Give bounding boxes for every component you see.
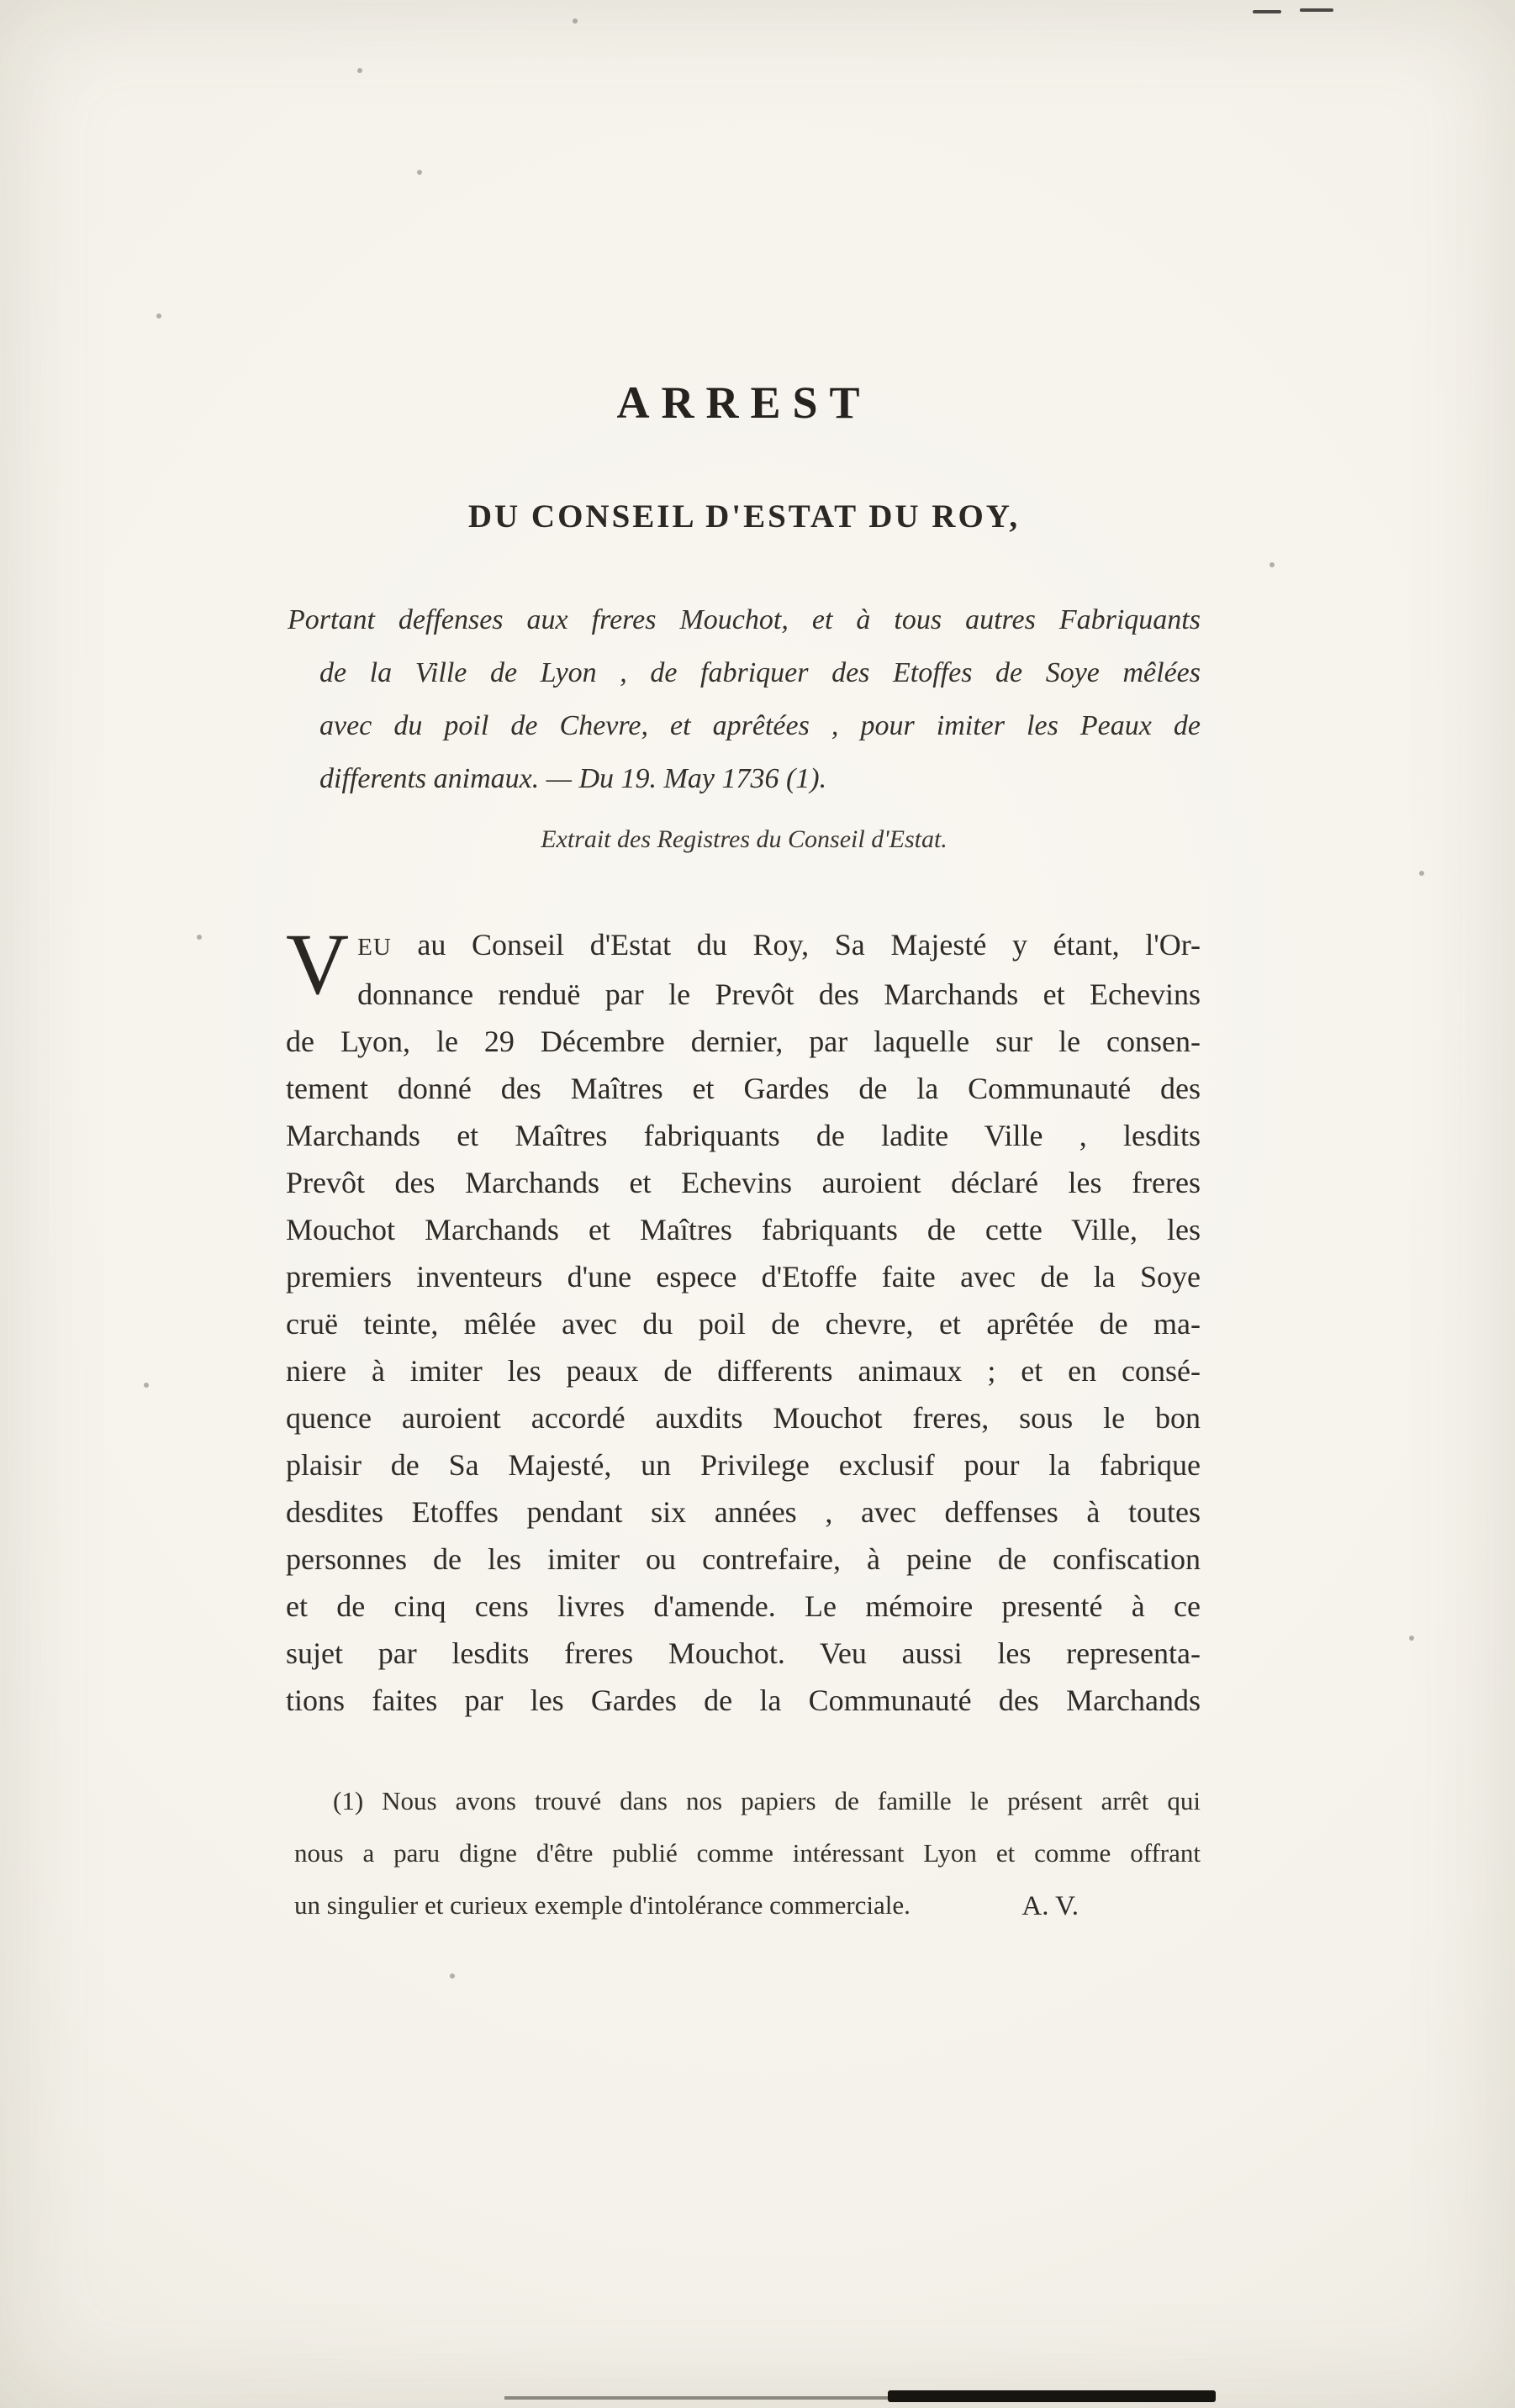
scan-artifact-top-dash: [1253, 10, 1281, 13]
body-line: Mouchot Marchands et Maîtres fabriquants de cette Ville, les: [286, 1213, 1201, 1246]
smallcaps-continuation: EU: [357, 934, 392, 961]
headnote: [288, 593, 1201, 805]
scan-artifact-bottom-bar: [888, 2390, 1216, 2402]
footnote-line: un singulier et curieux exemple d'intolérance commerciale.: [294, 1890, 911, 1920]
body-line: desdites Etoffes pendant six années , avec deffenses à toutes: [286, 1495, 1201, 1529]
epigraph: Extrait des Registres du Conseil d'Estat.: [541, 825, 948, 853]
scan-speck: [450, 1973, 455, 1979]
scan-speck: [1270, 562, 1275, 567]
body-line: Marchands et Maîtres fabriquants de ladite Ville , lesdits: [286, 1119, 1201, 1152]
body-line: tions faites par les Gardes de la Communauté des Marchands: [286, 1683, 1201, 1717]
scan-speck: [197, 935, 202, 940]
scan-speck: [573, 18, 578, 24]
body-line: sujet par lesdits freres Mouchot. Veu aussi les representa-: [286, 1636, 1201, 1670]
scan-speck: [156, 314, 161, 319]
scan-speck: [144, 1383, 149, 1388]
body-line: personnes de les imiter ou contrefaire, à peine de confiscation: [286, 1542, 1201, 1576]
body-line: et de cinq cens livres d'amende. Le mémoire presenté à ce: [286, 1589, 1201, 1623]
body-line: tement donné des Maîtres et Gardes de la Communauté des: [286, 1072, 1201, 1105]
body-line: niere à imiter les peaux de differents animaux ; et en consé-: [286, 1354, 1201, 1388]
headnote-line: Portant deffenses aux freres Mouchot, et à tous autres Fabriquants: [288, 604, 1201, 635]
body-line: de Lyon, le 29 Décembre dernier, par laquelle sur le consen-: [286, 1025, 1201, 1058]
body-line: quence auroient accordé auxdits Mouchot freres, sous le bon: [286, 1401, 1201, 1435]
document-subtitle: DU CONSEIL D'ESTAT DU ROY,: [467, 498, 1021, 535]
body-line-text: au Conseil d'Estat du Roy, Sa Majesté y étant, l'Or-: [391, 928, 1201, 962]
scan-speck: [1419, 871, 1424, 876]
body-line: cruë teinte, mêlée avec du poil de chevre, et aprêtée de ma-: [286, 1307, 1201, 1341]
headnote-line: avec du poil de Chevre, et aprêtées , pour imiter les Peaux de: [319, 710, 1201, 741]
body-line: [286, 921, 1201, 971]
headnote-line: de la Ville de Lyon , de fabriquer des Etoffes de Soye mêlées: [319, 657, 1201, 688]
scan-speck: [417, 170, 422, 175]
scan-speck: [357, 68, 362, 73]
scan-artifact-top-dash: [1300, 8, 1333, 12]
headnote-line: differents animaux. — Du 19. May 1736 (1).: [319, 763, 827, 794]
document-title: ARREST: [616, 377, 872, 428]
footnote-line: nous a paru digne d'être publié comme intéressant Lyon et comme offrant: [294, 1838, 1201, 1868]
footnote-signature: A. V.: [1021, 1891, 1079, 1921]
decree-body: [286, 916, 1201, 1724]
dropcap-initial: V: [286, 916, 350, 1013]
body-line: donnance renduë par le Prevôt des Marchands et Echevins: [357, 977, 1201, 1011]
footnote-line: (1) Nous avons trouvé dans nos papiers de famille le présent arrêt qui: [333, 1786, 1201, 1815]
scan-speck: [1409, 1636, 1414, 1641]
body-line: plaisir de Sa Majesté, un Privilege exclusif pour la fabrique: [286, 1448, 1201, 1482]
scan-artifact-bottom-line: [504, 2396, 889, 2400]
body-line: premiers inventeurs d'une espece d'Etoffe faite avec de la Soye: [286, 1260, 1201, 1294]
body-line: Prevôt des Marchands et Echevins auroient déclaré les freres: [286, 1166, 1201, 1199]
